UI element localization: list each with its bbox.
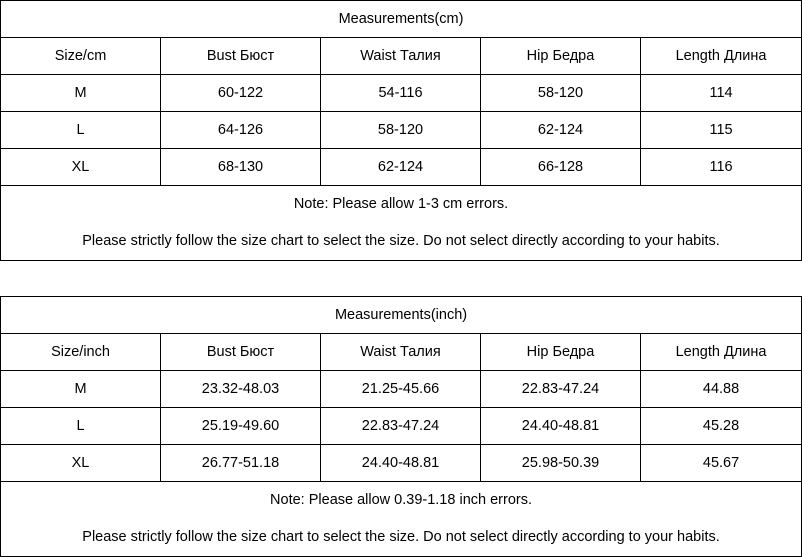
table-row [1,149,802,186]
table-header-row [1,38,802,75]
hip-cell: 24.40-48.81 [481,408,641,445]
hip-cell: 66-128 [481,149,641,186]
table-note-row [1,186,802,261]
table-header-row [1,334,802,371]
error-note: Note: Please allow 0.39-1.18 inch errors. [270,492,532,508]
waist-cell: 21.25-45.66 [321,371,481,408]
table-row [1,75,802,112]
table-row [1,445,802,482]
table-row [1,371,802,408]
size-cell: XL [1,445,161,482]
hip-cell: 22.83-47.24 [481,371,641,408]
size-cell: L [1,408,161,445]
hip-cell: 62-124 [481,112,641,149]
hip-cell: 25.98-50.39 [481,445,641,482]
header-bust: Bust Бюст [161,38,321,75]
error-note: Note: Please allow 1-3 cm errors. [293,196,509,212]
length-cell: 114 [641,75,802,112]
waist-cell: 54-116 [321,75,481,112]
bust-cell: 60-122 [161,75,321,112]
table-note-row [1,482,802,557]
size-cell: M [1,75,161,112]
length-cell: 44.88 [641,371,802,408]
header-length: Length Длина [641,38,802,75]
size-cell: M [1,371,161,408]
bust-cell: 64-126 [161,112,321,149]
table-row [1,112,802,149]
note-cell [1,186,802,261]
bust-cell: 23.32-48.03 [161,371,321,408]
table-title: Measurements(cm) [1,1,802,38]
header-length: Length Длина [641,334,802,371]
size-chart-inch [0,296,802,557]
size-cell: XL [1,149,161,186]
header-hip: Hip Бедра [481,38,641,75]
size-cell: L [1,112,161,149]
waist-cell: 22.83-47.24 [321,408,481,445]
note-cell [1,482,802,557]
header-size: Size/cm [1,38,161,75]
hip-cell: 58-120 [481,75,641,112]
header-waist: Waist Талия [321,334,481,371]
bust-cell: 26.77-51.18 [161,445,321,482]
length-cell: 115 [641,112,802,149]
length-cell: 116 [641,149,802,186]
size-chart-cm [0,0,802,261]
size-instruction: Please strictly follow the size chart to select the size. Do not select directly according to your habits. [82,233,720,249]
table-title: Measurements(inch) [1,297,802,334]
header-waist: Waist Талия [321,38,481,75]
size-instruction: Please strictly follow the size chart to select the size. Do not select directly according to your habits. [82,529,720,545]
table-title-row [1,1,802,38]
header-hip: Hip Бедра [481,334,641,371]
header-bust: Bust Бюст [161,334,321,371]
waist-cell: 62-124 [321,149,481,186]
bust-cell: 25.19-49.60 [161,408,321,445]
waist-cell: 24.40-48.81 [321,445,481,482]
table-title-row [1,297,802,334]
length-cell: 45.28 [641,408,802,445]
header-size: Size/inch [1,334,161,371]
length-cell: 45.67 [641,445,802,482]
table-row [1,408,802,445]
waist-cell: 58-120 [321,112,481,149]
bust-cell: 68-130 [161,149,321,186]
